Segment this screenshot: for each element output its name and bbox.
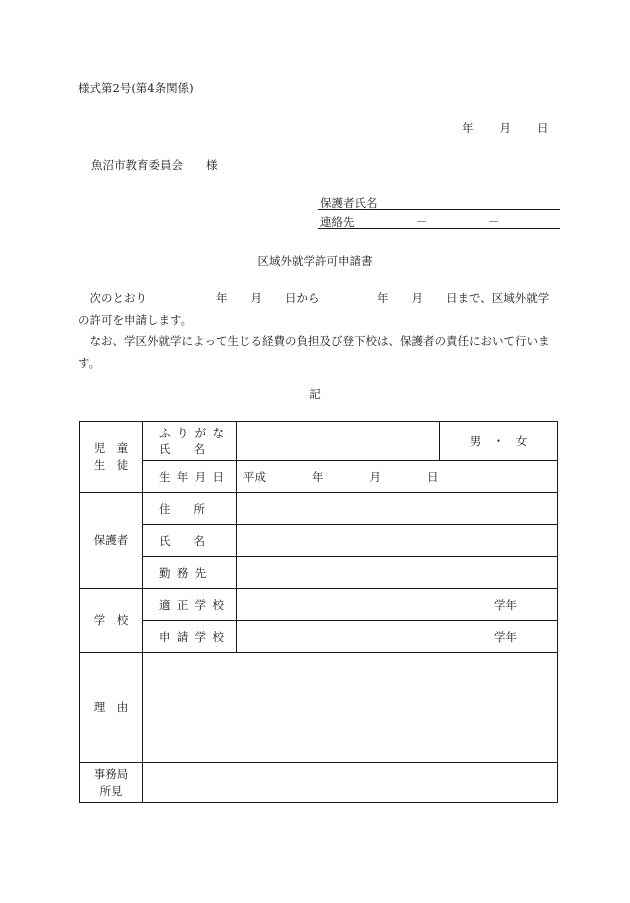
guardian-address-label: 住 所 <box>143 493 237 525</box>
form-number: 様式第2号(第4条関係) <box>78 81 194 95</box>
guardian-address-input[interactable] <box>237 493 558 525</box>
body-paragraph: なお、学区外就学によって生じる経費の負担及び登下校は、保護者の責任において行います。 <box>78 334 550 370</box>
application-table <box>79 421 558 803</box>
contact-dash: － <box>488 215 500 229</box>
addressee: 魚沼市教育委員会 様 <box>91 158 218 172</box>
designated-school-label: 適正学校 <box>143 589 237 621</box>
requested-school-label: 申請学校 <box>143 621 237 653</box>
body-paragraph: 次のとおり 年 月 日から 年 月 日まで、区域外就学の許可を申請します。 <box>78 291 550 327</box>
guardian-name-label: 保護者氏名 <box>320 196 378 210</box>
office-opinion-category: 事務局 所見 <box>80 763 143 803</box>
student-name-label: ふりがな 氏 名 <box>143 422 237 461</box>
guardian-name-input[interactable] <box>237 525 558 557</box>
designated-school-input[interactable]: 学年 <box>237 589 558 621</box>
birthdate-input[interactable]: 平成 年 月 日 <box>237 461 558 493</box>
office-opinion-input[interactable] <box>143 763 558 803</box>
birthdate-label: 生年月日 <box>143 461 237 493</box>
guardian-workplace-label: 勤務先 <box>143 557 237 589</box>
guardian-category: 保護者 <box>80 493 143 589</box>
reason-category: 理 由 <box>80 653 143 763</box>
date-day-label: 日 <box>537 121 549 135</box>
requested-school-input[interactable]: 学年 <box>237 621 558 653</box>
contact-line[interactable] <box>318 214 560 229</box>
student-category: 児 童 生 徒 <box>80 422 143 493</box>
gender-selector[interactable]: 男 ・ 女 <box>440 422 558 461</box>
contact-label: 連絡先 <box>320 215 355 229</box>
contact-dash: － <box>416 215 428 229</box>
student-name-input[interactable] <box>237 422 440 461</box>
school-category: 学 校 <box>80 589 143 653</box>
application-body <box>78 288 560 374</box>
guardian-name-label-cell: 氏 名 <box>143 525 237 557</box>
date-month-label: 月 <box>499 121 511 135</box>
document-title: 区域外就学許可申請書 <box>257 254 373 268</box>
guardian-name-line[interactable] <box>318 195 560 210</box>
ki-heading: 記 <box>309 387 321 401</box>
guardian-workplace-input[interactable] <box>237 557 558 589</box>
date-year-label: 年 <box>462 121 474 135</box>
reason-input[interactable] <box>143 653 558 763</box>
application-date <box>462 120 549 136</box>
